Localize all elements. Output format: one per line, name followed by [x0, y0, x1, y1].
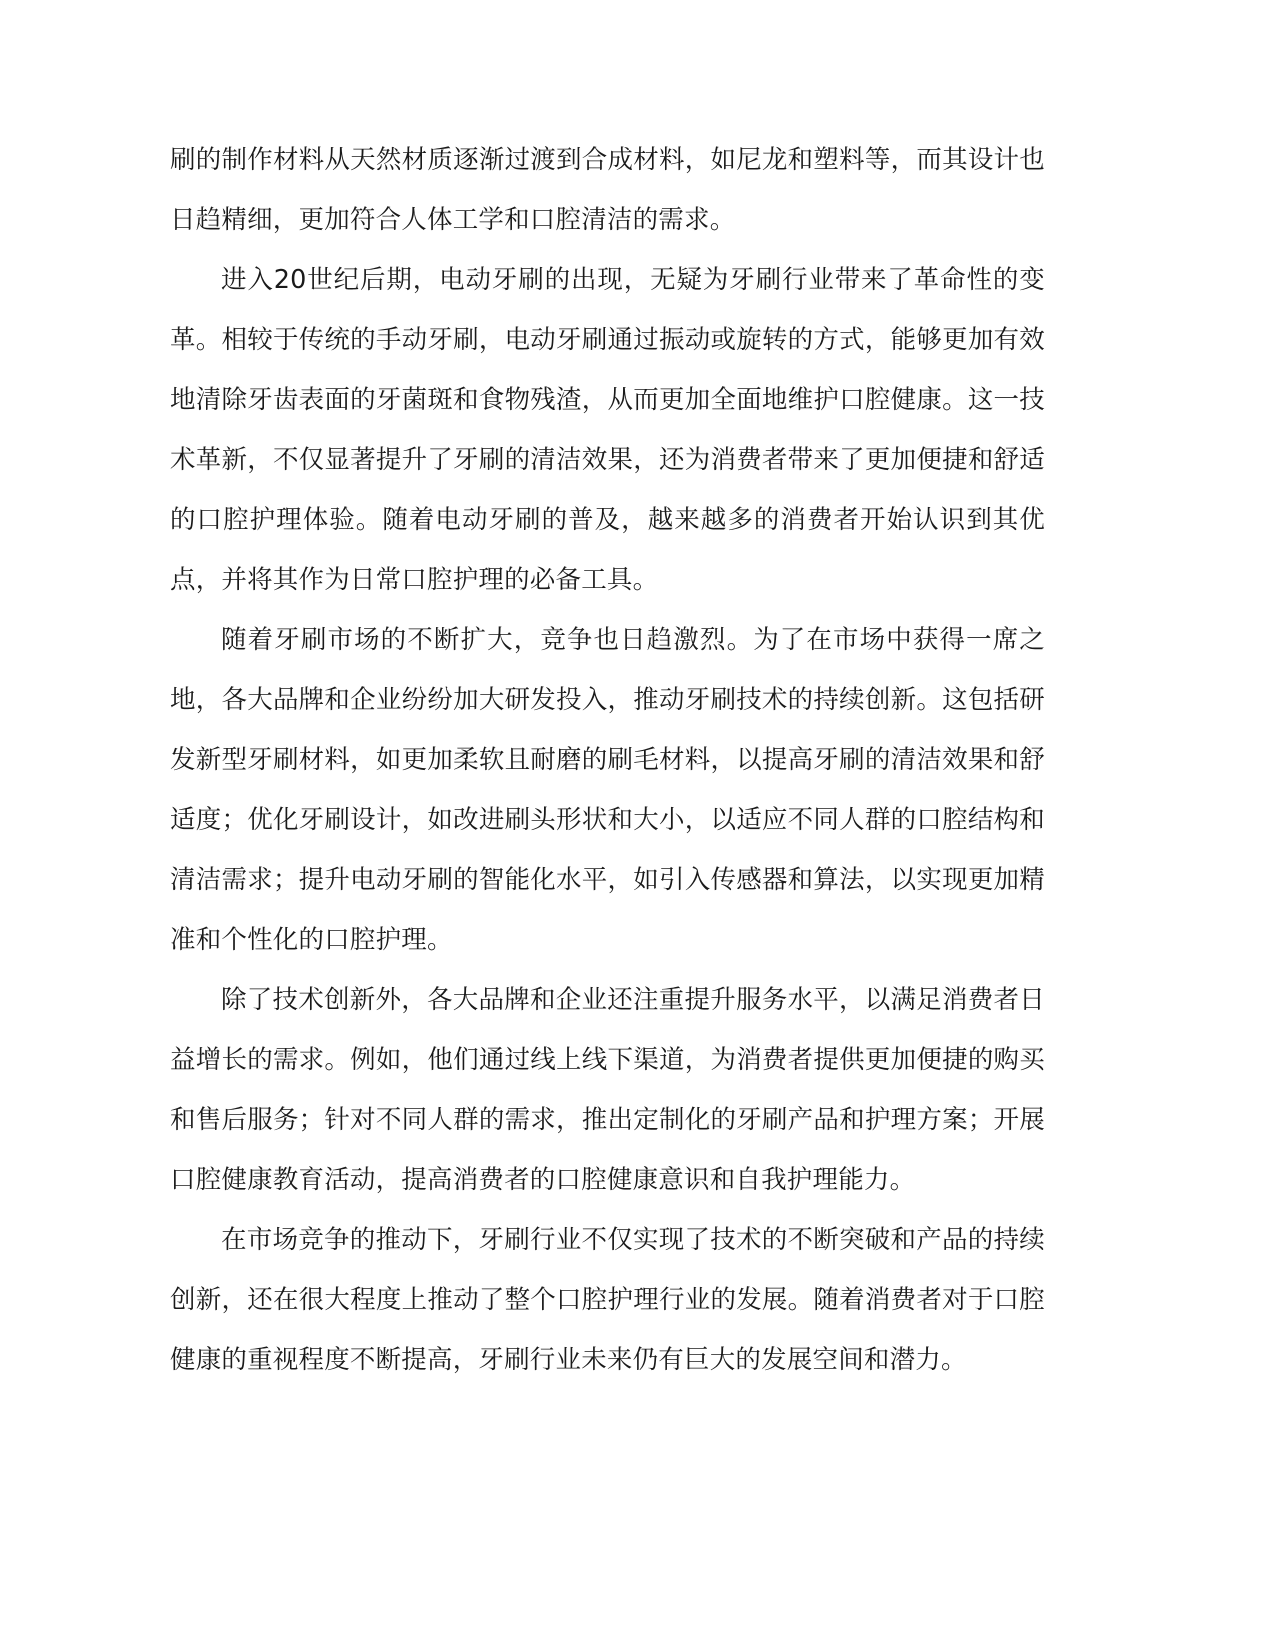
paragraph-4: 除了技术创新外，各大品牌和企业还注重提升服务水平，以满足消费者日益增长的需求。例如，他们通过线上线下渠道，为消费者提供更加便捷的购买和售后服务；针对不同人群的需求，推出定制化的牙刷产品和护理方案；开展口腔健康教育活动，提高消费者的口腔健康意识和自我护理能力。 — [170, 985, 1045, 1195]
paragraph-1: 刷的制作材料从天然材质逐渐过渡到合成材料，如尼龙和塑料等，而其设计也日趋精细，更加符合人体工学和口腔清洁的需求。 — [170, 145, 1045, 235]
paragraph-3: 随着牙刷市场的不断扩大，竞争也日趋激烈。为了在市场中获得一席之地，各大品牌和企业纷纷加大研发投入，推动牙刷技术的持续创新。这包括研发新型牙刷材料，如更加柔软且耐磨的刷毛材料，以提高牙刷的清洁效果和舒适度；优化牙刷设计，如改进刷头形状和大小，以适应不同人群的口腔结构和清洁需求；提升电动牙刷的智能化水平，如引入传感器和算法，以实现更加精准和个性化的口腔护理。 — [170, 625, 1045, 955]
paragraph-2: 进入20世纪后期，电动牙刷的出现，无疑为牙刷行业带来了革命性的变革。相较于传统的手动牙刷，电动牙刷通过振动或旋转的方式，能够更加有效地清除牙齿表面的牙菌斑和食物残渣，从而更加全面地维护口腔健康。这一技术革新，不仅显著提升了牙刷的清洁效果，还为消费者带来了更加便捷和舒适的口腔护理体验。随着电动牙刷的普及，越来越多的消费者开始认识到其优点，并将其作为日常口腔护理的必备工具。 — [170, 265, 1045, 595]
paragraph-5: 在市场竞争的推动下，牙刷行业不仅实现了技术的不断突破和产品的持续创新，还在很大程度上推动了整个口腔护理行业的发展。随着消费者对于口腔健康的重视程度不断提高，牙刷行业未来仍有巨大的发展空间和潜力。 — [170, 1225, 1045, 1375]
document-body — [170, 130, 1045, 1390]
